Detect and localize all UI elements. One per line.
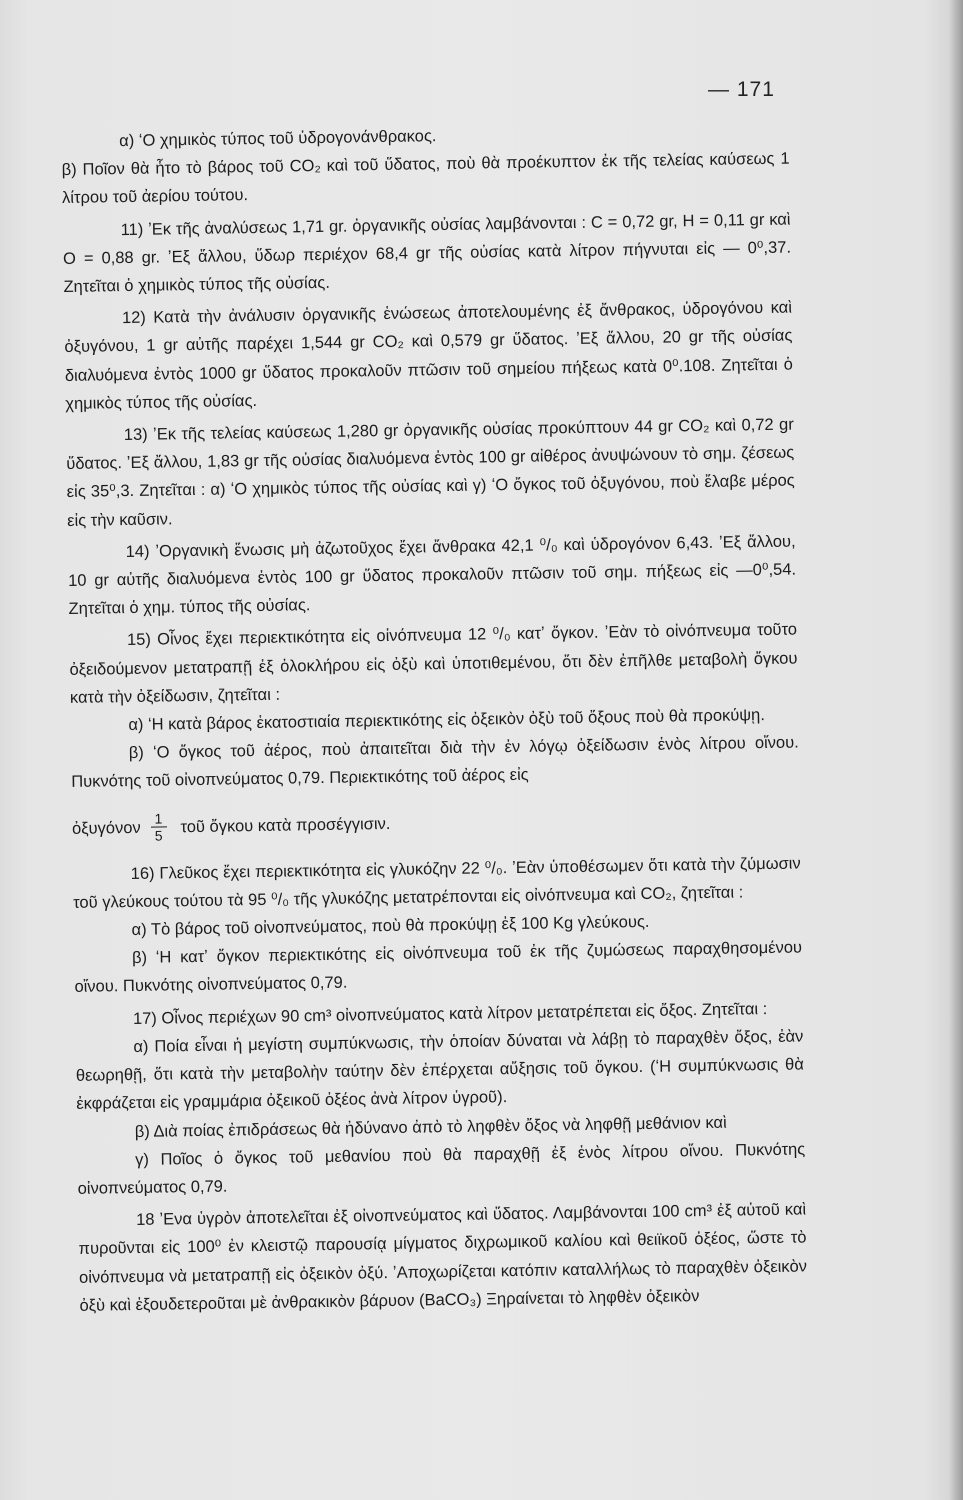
exercise-11: 11) ʼΕκ τῆς ἀναλύσεως 1,71 gr. ὀργανικῆς οὐσίας λαμβάνονται : C = 0,72 gr, H = 0,11 gr καὶ O = 0,88 gr. ʼΕξ ἄλλου, ὕδωρ περιέχον 68,4 gr τῆς οὐσίας κατὰ λίτρον πήγνυται εἰς — 0⁰,37. Ζητεῖται ὁ χημικὸς τύπος τῆς οὐσίας. [62, 210, 792, 296]
exercise-15a: α) ʻΗ κατὰ βάρος ἑκατοστιαία περιεκτικότης εἰς ὀξεικὸν ὀξὺ τοῦ ὄξους ποὺ θὰ προκύψῃ. [128, 706, 765, 735]
fraction-one-fifth [150, 811, 166, 844]
exercise-14: 14) ʼΟργανικὴ ἕνωσις μὴ ἀζωτοῦχος ἔχει ἄνθρακα 42,1 ⁰/₀ καὶ ὑδρογόνον 6,43. ʼΕξ ἄλλου, 10 gr αὐτῆς διαλυόμενα ἐντὸς 100 gr ὕδατος προκαλοῦν πτῶσιν τοῦ σημ. πήξεως εἰς —0⁰,54. Ζητεῖται ὁ χημ. τύπος τῆς οὐσίας. [67, 532, 797, 619]
exercise-13: 13) ʼΕκ τῆς τελείας καύσεως 1,280 gr ὀργανικῆς οὐσίας προκύπτουν 44 gr CO₂ καὶ 0,72 gr ὕδατος. ʼΕξ ἄλλου, 1,83 gr τῆς οὐσίας διαλυόμενα ἐντὸς 100 gr αἰθέρος ἀνυψώνουν τὸ σημ. ζέσεως εἰς 35⁰,3. Ζητεῖται : α) ʻΟ χημικὸς τύπος τῆς οὐσίας καὶ γ) ʻΟ ὄγκος τοῦ ὀξυγόνου, ποὺ ἔλαβε μέρος εἰς τὴν καῦσιν. [66, 415, 795, 530]
exercise-17: 17) Οἶνος περιέχων 90 cm³ οἰνοπνεύματος κατὰ λίτρον μετατρέπεται εἰς ὄξος. Ζητεῖται : [132, 999, 768, 1028]
paragraph-10a: α) ʻΟ χημικὸς τύπος τοῦ ὑδρογονάνθρακος. [119, 127, 437, 151]
fraction-line [72, 789, 801, 856]
exercise-12: 12) Κατὰ τὴν ἀνάλυσιν ὀργανικῆς ἑνώσεως ἀποτελουμένης ἐξ ἄνθρακος, ὑδρογόνου καὶ ὀξυγόνου, 1 gr αὐτῆς παρέχει 1,544 gr CO₂ καὶ 0,579 gr ὕδατος. ʼΕξ ἄλλου, 20 gr τῆς οὐσίας διαλυόμενα ἐντὸς 1000 gr ὕδατος προκαλοῦν πτῶσιν τοῦ σημείου πήξεως κατὰ 0⁰.108. Ζητεῖται ὁ χημικὸς τύπος τῆς οὐσίας. [64, 298, 793, 413]
page-edge-shadow [949, 0, 963, 1500]
exercise-18: 18 ʼΕνα ὑγρὸν ἀποτελεῖται ἐξ οἰνοπνεύματος καὶ ὕδατος. Λαμβάνονται 100 cm³ ἐξ αὐτοῦ καὶ πυροῦνται εἰς 100⁰ ἐν κλειστῷ παρουσίᾳ μίγματος διχρωμικοῦ καλίου καὶ θειϊκοῦ ὀξέος, ὥστε τὸ οἰνόπνευμα νὰ μετατραπῇ εἰς ὀξεικὸν ὀξύ. ʼΑποχωρίζεται κατόπιν καταλλήλως τὸ παραχθὲν ὀξεικὸν ὀξὺ καὶ ἐξουδετεροῦται μὲ ἀνθρακικὸν βάρυον (BaCO₃) Ξηραίνεται τὸ ληφθὲν ὀξεικὸν [78, 1200, 808, 1315]
exercise-17b: β) Διὰ ποίας ἐπιδράσεως θὰ ἠδύνανο ἀπὸ τὸ ληφθὲν ὄξος νὰ ληφθῇ μεθάνιον καὶ [134, 1113, 727, 1141]
fraction-line-before: ὀξυγόνον [71, 818, 141, 838]
exercise-17a: α) Ποία εἶναι ἡ μεγίστη συμπύκνωσις, τὴν ὁποίαν δύναται νὰ λάβῃ τὸ παραχθὲν ὄξος, ἐὰν θεωρηθῇ, ὅτι κατὰ τὴν μεταβολὴν ταύτην δὲν ἐπέρχεται αὔξησις τοῦ ὄγκου. (ʻΗ συμπύκνωσις θὰ ἐκφράζεται εἰς γραμμάρια ὀξεικοῦ ὀξέος ἀνὰ λίτρον ὑγροῦ). [75, 1027, 804, 1114]
exercise-16b: β) ʻΗ κατʼ ὄγκον περιεκτικότης εἰς οἰνόπνευμα τοῦ ἐκ τῆς ζυμώσεως παραχθησομένου οἴνου. Πυκνότης οἰνοπνεύματος 0,79. [74, 938, 803, 997]
fraction-line-after: τοῦ ὄγκου κατὰ προσέγγισιν. [180, 814, 391, 836]
exercise-15: 15) Οἶνος ἔχει περιεκτικότητα εἰς οἰνόπνευμα 12 ⁰/₀ κατʼ ὄγκον. ʼΕὰν τὸ οἰνόπνευμα τοῦτο ὀξειδούμενον μετατραπῇ ἐξ ὁλοκλήρου εἰς ὀξὺ καὶ ὑποτιθεμένου, ὅτι δὲν ἐπῆλθε μεταβολὴ ὄγκου κατὰ τὴν ὀξείδωσιν, ζητεῖται : [69, 620, 798, 707]
page-body [61, 117, 808, 1320]
fraction-denominator: 5 [154, 827, 163, 844]
exercise-15b: β) ʻΟ ὄγκος τοῦ ἀέρος, ποὺ ἀπαιτεῖται διὰ τὴν ἐν λόγῳ ὀξείδωσιν ἑνὸς λίτρου οἴνου. Πυκνότης τοῦ οἰνοπνεύματος 0,79. Περιεκτικότης τοῦ ἀέρος εἰς [71, 733, 799, 792]
exercise-17c: γ) Ποῖος ὁ ὄγκος τοῦ μεθανίου ποὺ θὰ παραχθῇ ἐξ ἑνὸς λίτρου οἴνου. Πυκνότης οἰνοπνεύματος 0,79. [77, 1140, 806, 1198]
exercise-16: 16) Γλεῦκος ἔχει περιεκτικότητα εἰς γλυκόζην 22 ⁰/₀. ʼΕὰν ὑποθέσωμεν ὅτι κατὰ τὴν ζύμωσιν τοῦ γλεύκους τούτου τὰ 95 ⁰/₀ τῆς γλυκόζης μετατρέπονται εἰς οἰνόπνευμα καὶ CO₂, ζητεῖται : [73, 854, 801, 912]
exercise-16a: α) Τὸ βάρος τοῦ οἰνοπνεύματος, ποὺ θὰ προκύψῃ ἐξ 100 Kg γλεύκους. [131, 912, 650, 940]
fraction-numerator: 1 [150, 811, 166, 828]
paragraph-10b: β) Ποῖον θὰ ἦτο τὸ βάρος τοῦ CO₂ καὶ τοῦ ὕδατος, ποὺ θὰ προέκυπτον ἐκ τῆς τελείας καύσεως 1 λίτρου τοῦ ἀερίου τούτου. [61, 149, 790, 208]
page-number: — 171 [708, 78, 775, 101]
